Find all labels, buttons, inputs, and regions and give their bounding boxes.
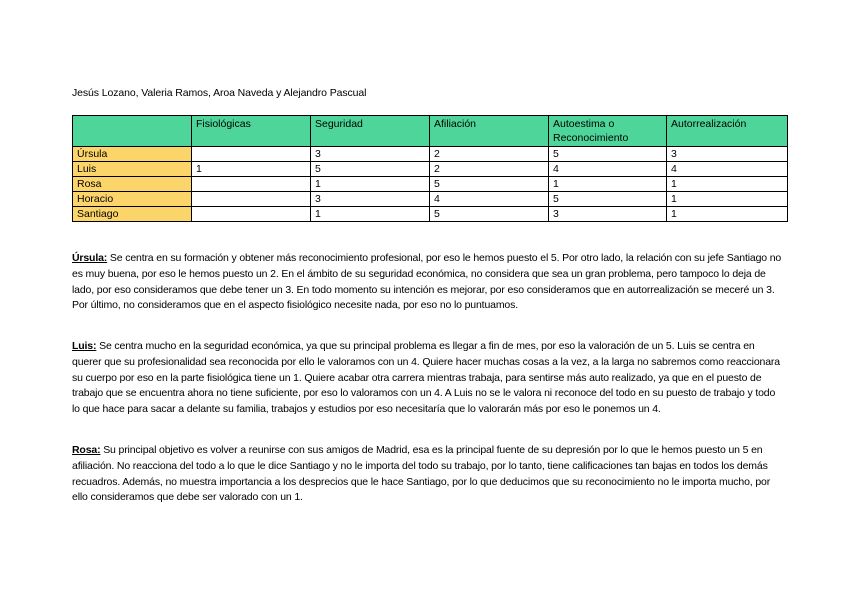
table-cell: 3 bbox=[311, 192, 430, 207]
table-cell: 3 bbox=[549, 207, 667, 222]
table-cell bbox=[192, 177, 311, 192]
table-cell: 5 bbox=[430, 177, 549, 192]
table-cell: 3 bbox=[667, 147, 788, 162]
table-row bbox=[73, 207, 788, 222]
paragraph-rosa bbox=[72, 443, 782, 506]
table-cell: 5 bbox=[311, 162, 430, 177]
person-name: Úrsula: bbox=[72, 252, 108, 264]
table-cell: 4 bbox=[549, 162, 667, 177]
table-row bbox=[73, 177, 788, 192]
header-cell: Fisiológicas bbox=[192, 116, 311, 147]
table-row bbox=[73, 147, 788, 162]
table-cell: 2 bbox=[430, 147, 549, 162]
needs-table bbox=[72, 115, 788, 222]
header-cell: Seguridad bbox=[311, 116, 430, 147]
table-header-row bbox=[73, 116, 788, 147]
authors-line: Jesús Lozano, Valeria Ramos, Aroa Naveda y Alejandro Pascual bbox=[72, 87, 367, 99]
table-cell: 5 bbox=[549, 147, 667, 162]
table-cell: 3 bbox=[311, 147, 430, 162]
table-cell bbox=[192, 192, 311, 207]
table-cell: 5 bbox=[549, 192, 667, 207]
table-cell: 1 bbox=[311, 177, 430, 192]
row-name-cell: Rosa bbox=[73, 177, 192, 192]
row-name-cell: Luis bbox=[73, 162, 192, 177]
table-cell bbox=[192, 147, 311, 162]
paragraph-text: Su principal objetivo es volver a reunirse con sus amigos de Madrid, esa es la principal fuente de su depresión por lo que le hemos puesto un 5 en afiliación. No reacciona del todo a lo que le dice Santiago y no le importa del todo su trabajo, por lo tanto, tiene calificaciones tan bajas en todos los demás recuadros. Además, no muestra importancia a los desprecios que le hace Santiago, por lo que deducimos que su reconocimiento no le importa mucho, por ello consideramos que debe ser valorado con un 1. bbox=[72, 444, 771, 504]
row-name-cell: Horacio bbox=[73, 192, 192, 207]
paragraph-text: Se centra en su formación y obtener más reconocimiento profesional, por eso le hemos puesto el 5. Por otro lado, la relación con su jefe Santiago no es muy buena, por eso le hemos puesto un 2. En el ámbito de su seguridad económica, no considera que sea un gran problema, pero tampoco lo deja de lado, por eso consideramos que debe tener un 3. En todo momento su intención es mejorar, por eso consideramos que en autorrealización se meceré un 3. Por último, no consideramos que en el aspecto fisiológico necesite nada, por eso no lo puntuamos. bbox=[72, 252, 782, 312]
table-cell: 1 bbox=[667, 192, 788, 207]
header-cell bbox=[73, 116, 192, 147]
table-cell: 1 bbox=[667, 207, 788, 222]
table-cell: 1 bbox=[667, 177, 788, 192]
row-name-cell: Úrsula bbox=[73, 147, 192, 162]
table-cell: 4 bbox=[430, 192, 549, 207]
table-cell: 5 bbox=[430, 207, 549, 222]
header-cell: Afiliación bbox=[430, 116, 549, 147]
table-cell: 1 bbox=[549, 177, 667, 192]
table-cell: 1 bbox=[192, 162, 311, 177]
header-cell: Autorrealización bbox=[667, 116, 788, 147]
row-name-cell: Santiago bbox=[73, 207, 192, 222]
table-cell bbox=[192, 207, 311, 222]
person-name: Luis: bbox=[72, 340, 97, 352]
paragraph-ursula bbox=[72, 251, 782, 314]
table-cell: 1 bbox=[311, 207, 430, 222]
header-cell: Autoestima o Reconocimiento bbox=[549, 116, 667, 147]
paragraph-text: Se centra mucho en la seguridad económica, ya que su principal problema es llegar a fin de mes, por eso la valoración de un 5. Luis se centra en querer que su profesionalidad sea reconocida por ello le valoramos con un 4. Quiere hacer muchas cosas a la vez, a la larga no sabremos como reaccionara su cuerpo por eso en la parte fisiológica tiene un 1. Quiere acabar otra carrera mientras trabaja, para sentirse más auto realizado, ya que en el puesto de trabajo que se encuentra ahora no tiene suficiente, por eso lo valoramos con un 4. A Luis no se le valora ni reconoce del todo en su puesto de trabajo y todo lo que hace para sacar a delante su familia, trabajos y estudios por eso necesitaría que lo valorarán más por eso le ponemos un 4. bbox=[72, 340, 780, 416]
person-name: Rosa: bbox=[72, 444, 101, 456]
table-cell: 2 bbox=[430, 162, 549, 177]
table-row bbox=[73, 192, 788, 207]
paragraph-luis bbox=[72, 339, 782, 418]
table-cell: 4 bbox=[667, 162, 788, 177]
table-row bbox=[73, 162, 788, 177]
